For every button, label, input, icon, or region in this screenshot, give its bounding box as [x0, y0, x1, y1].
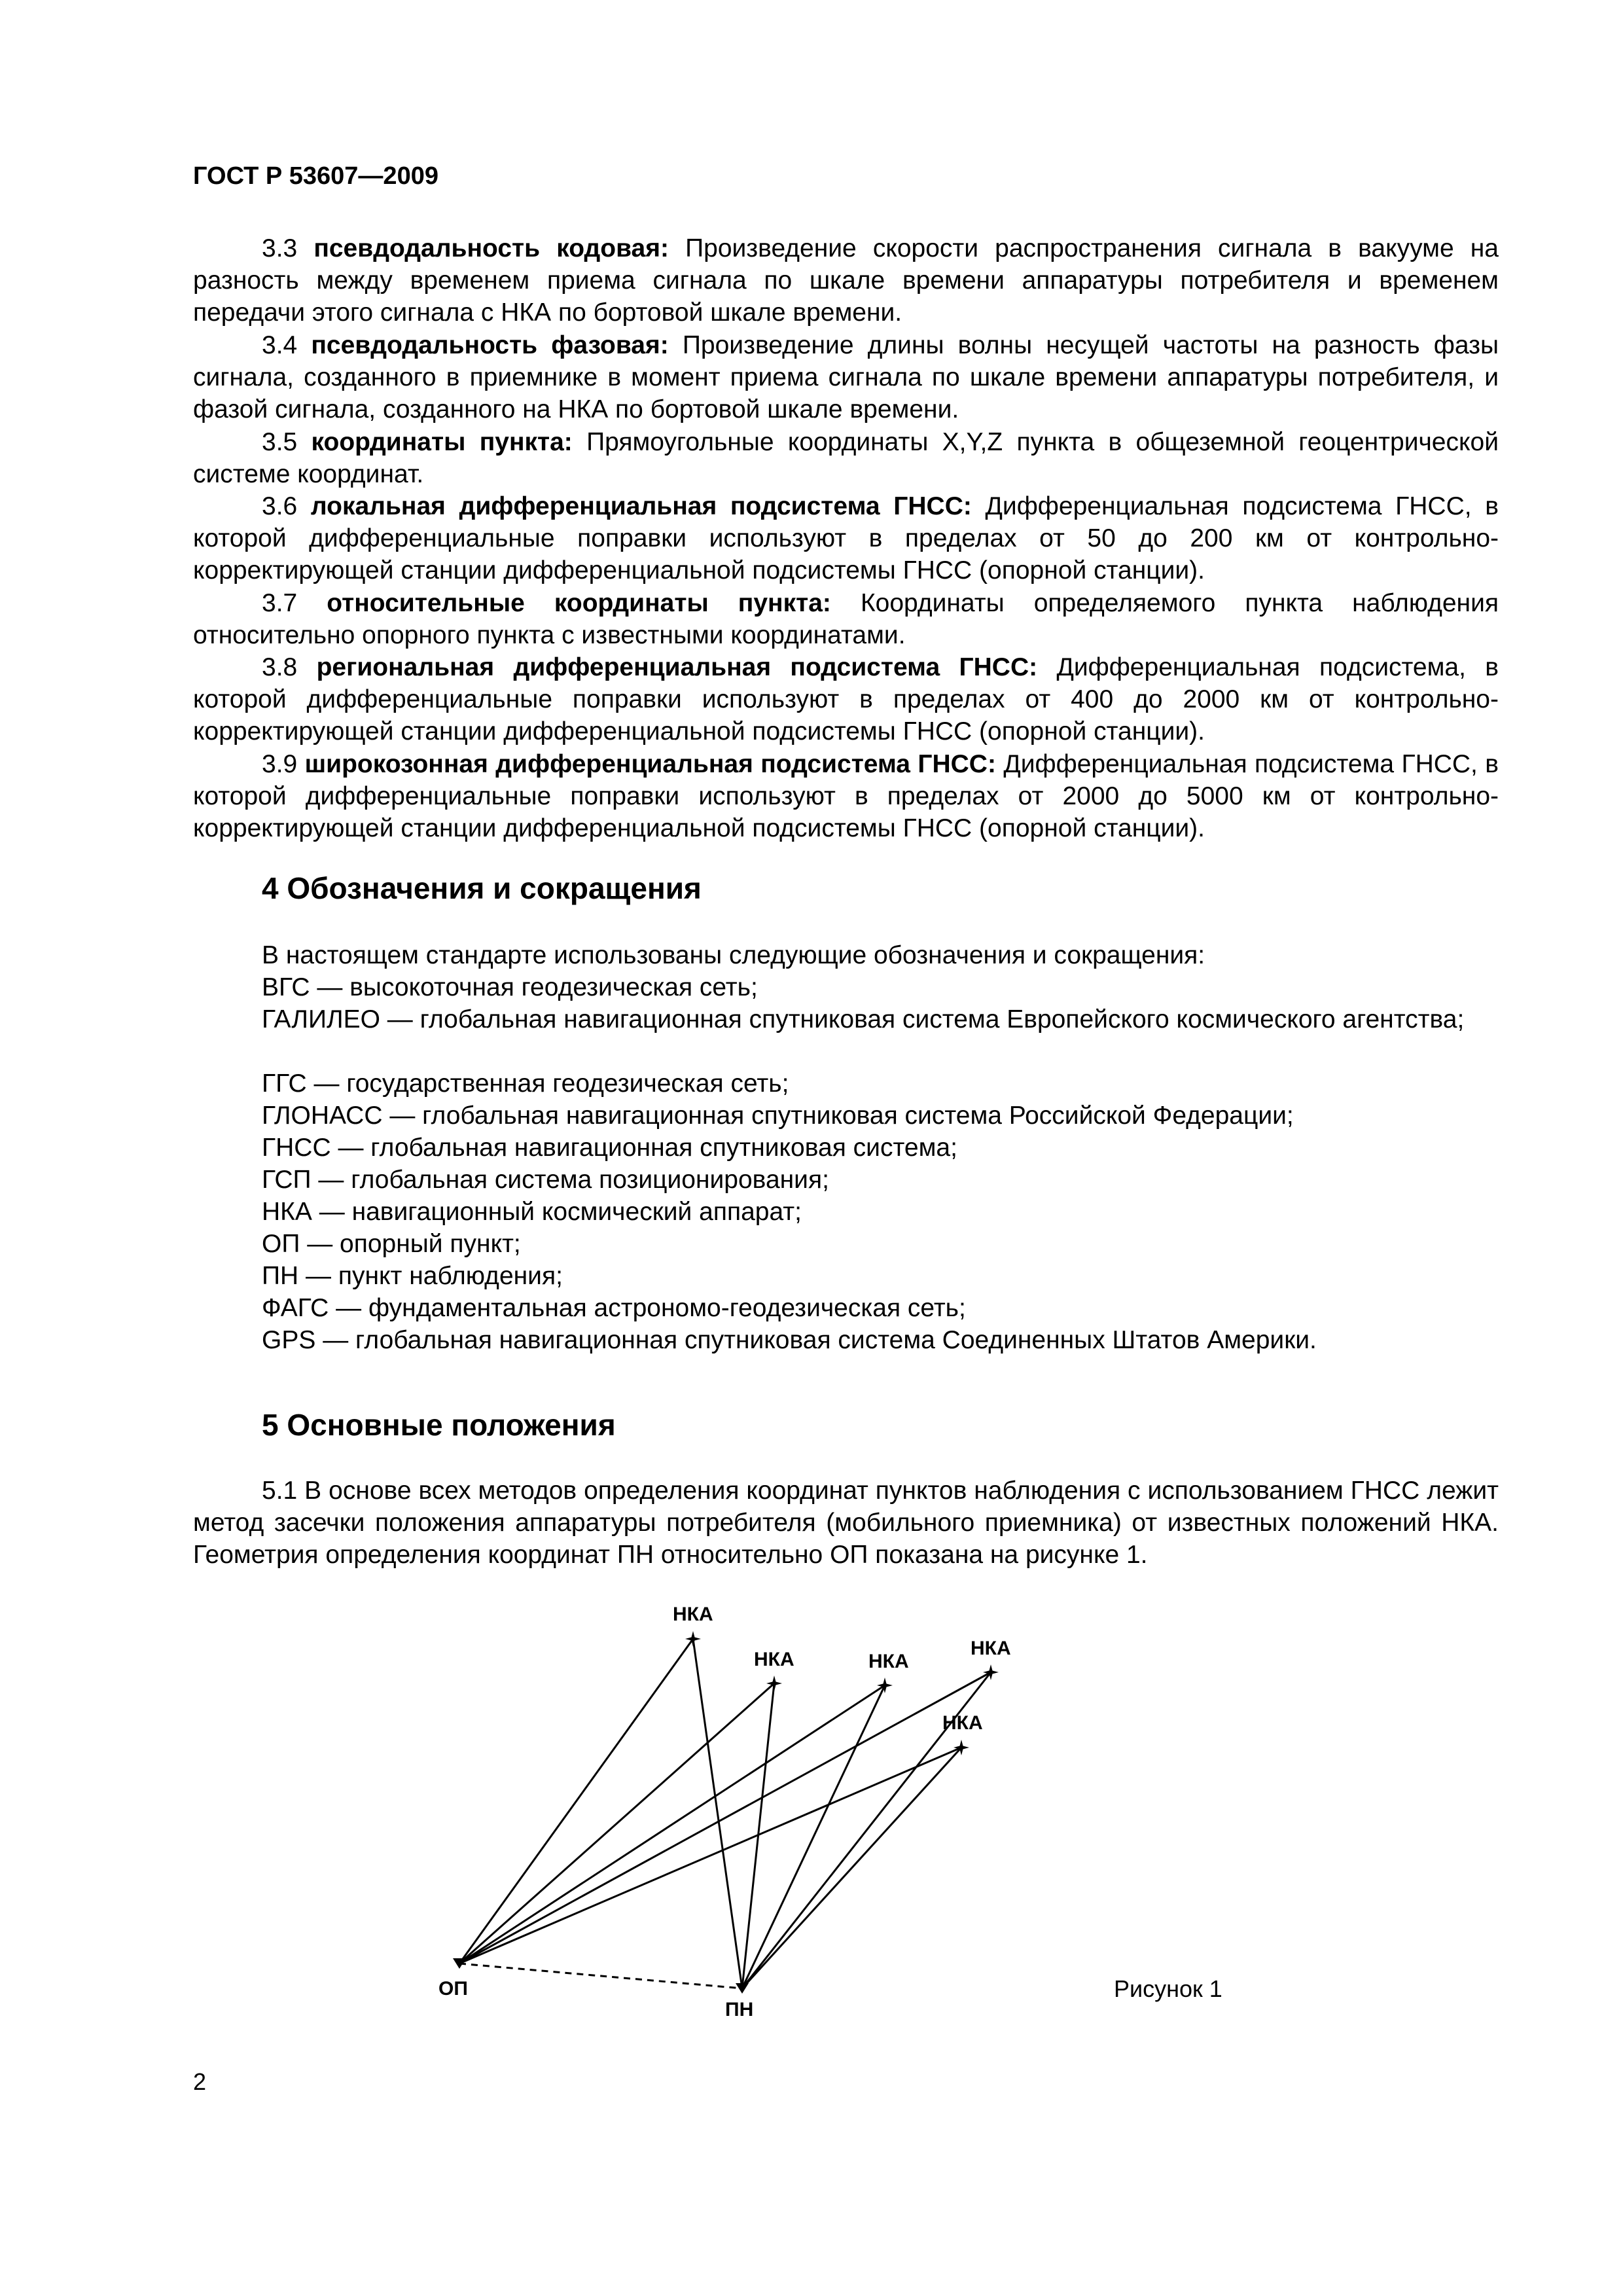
- satellite-icon: [877, 1677, 893, 1693]
- abbrev-item: ГСП — глобальная система позиционирования;: [262, 1166, 829, 1194]
- abbrev-item: GPS — глобальная навигационная спутниковая система Соединенных Штатов Америки.: [262, 1326, 1317, 1354]
- figure-1-diagram: [419, 1597, 1073, 2094]
- section-5-title: 5 Основные положения: [262, 1408, 616, 1442]
- document-header: ГОСТ Р 53607—2009: [193, 162, 438, 190]
- abbrev-item: ГГС — государственная геодезическая сеть;: [262, 1069, 789, 1098]
- abbrev-item: ПН — пункт наблюдения;: [262, 1262, 563, 1290]
- term-3-7: 3.7 относительные координаты пункта: Координаты определяемого пункта наблюдения относительно опорного пункта с известными координатами.: [193, 589, 1499, 649]
- abbrev-item: ГЛОНАСС — глобальная навигационная спутниковая система Российской Федерации;: [262, 1102, 1294, 1130]
- pn-label: ПН: [725, 1999, 754, 2020]
- term-3-3: 3.3 псевдодальность кодовая: Произведение скорости распространения сигнала в вакууме на разность между временем приема сигнала по шкале времени аппаратуры потребителя и временем передачи этого сигнала с НКА по бортовой шкале времени.: [193, 234, 1499, 327]
- satellite-icon: [685, 1631, 701, 1647]
- op-label: ОП: [438, 1978, 468, 2000]
- abbrev-item: ГНСС — глобальная навигационная спутниковая система;: [262, 1134, 957, 1162]
- abbrev-item: НКА — навигационный космический аппарат;: [262, 1198, 802, 1226]
- abbrev-item: ГАЛИЛЕО — глобальная навигационная спутниковая система Европейского космического агентства;: [262, 1005, 1465, 1033]
- section-4-intro: В настоящем стандарте использованы следующие обозначения и сокращения:: [262, 941, 1205, 969]
- term-3-9: 3.9 широкозонная дифференциальная подсистема ГНСС: Дифференциальная подсистема ГНСС, в которой дифференциальные поправки используют в пределах от 2000 до 5000 км от контрольно-корректирующей станции дифференциальной подсистемы ГНСС (опорной станции).: [193, 750, 1499, 842]
- page-number: 2: [193, 2068, 207, 2095]
- satellite-label: НКА: [942, 1712, 983, 1734]
- abbrev-item: ОП — опорный пункт;: [262, 1230, 521, 1258]
- term-3-4: 3.4 псевдодальность фазовая: Произведение длины волны несущей частоты на разность фазы сигнала, созданного в приемнике в момент приема сигнала по шкале времени аппаратуры потребителя, и фазой сигнала, созданного на НКА по бортовой шкале времени.: [193, 331, 1499, 423]
- term-3-5: 3.5 координаты пункта: Прямоугольные координаты X,Y,Z пункта в общеземной геоцентрической системе координат.: [193, 428, 1499, 488]
- satellite-label: НКА: [754, 1649, 794, 1670]
- abbrev-item: ВГС — высокоточная геодезическая сеть;: [262, 973, 758, 1001]
- satellite-label: НКА: [673, 1604, 713, 1625]
- rays-to-op: [459, 1639, 991, 1964]
- term-3-6: 3.6 локальная дифференциальная подсистема ГНСС: Дифференциальная подсистема ГНСС, в которой дифференциальные поправки используют в пределах от 50 до 200 км от контрольно-корректирующей станции дифференциальной подсистемы ГНСС (опорной станции).: [193, 492, 1499, 584]
- section-5-paragraph: 5.1 В основе всех методов определения координат пунктов наблюдения с использованием ГНСС лежит метод засечки положения аппаратуры потребителя (мобильного приемника) от известных положений НКА. Геометрия определения координат ПН относительно ОП показана на рисунке 1.: [193, 1477, 1499, 1569]
- figure-caption: Рисунок 1: [1114, 1975, 1222, 2002]
- term-3-8: 3.8 региональная дифференциальная подсистема ГНСС: Дифференциальная подсистема, в которой дифференциальные поправки используют в пределах от 400 до 2000 км от контрольно-корректирующей станции дифференциальной подсистемы ГНСС (опорной станции).: [193, 653, 1499, 745]
- abbrev-item: ФАГС — фундаментальная астрономо-геодезическая сеть;: [262, 1294, 966, 1322]
- baseline-op-pn: [459, 1964, 742, 1988]
- satellite-label: НКА: [868, 1651, 909, 1672]
- section-4-title: 4 Обозначения и сокращения: [262, 871, 702, 905]
- pn-point-marker: [736, 1983, 749, 1994]
- rays-to-pn: [693, 1639, 991, 1988]
- satellite-label: НКА: [971, 1638, 1011, 1659]
